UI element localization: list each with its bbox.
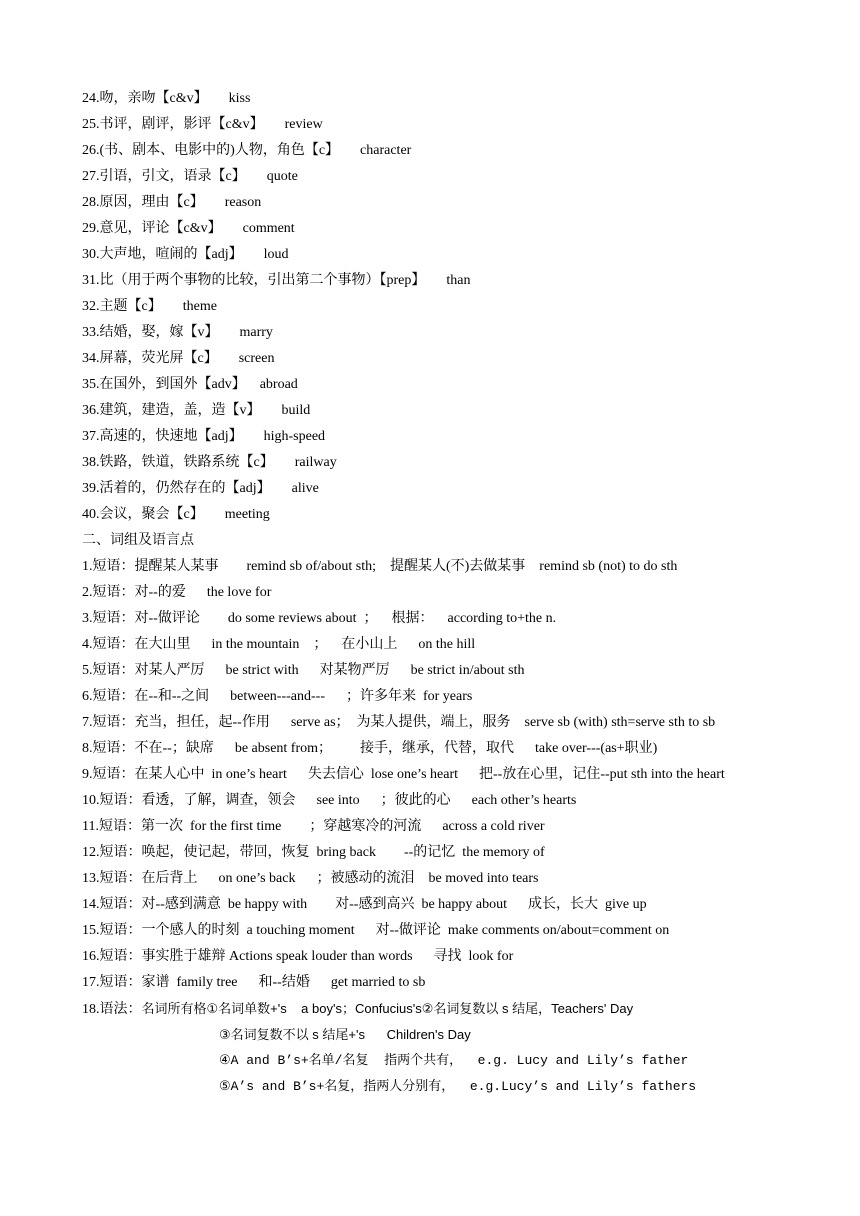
grammar-line-3: ④A and B’s+名单/名复 指两个共有， e.g. Lucy and Lily’s father xyxy=(219,1053,689,1068)
vocab-line-32: 32.主题【c】 theme xyxy=(82,299,217,314)
phrase-line-2: 2.短语：对--的爱 the love for xyxy=(82,585,272,600)
vocab-line-38: 38.铁路，铁道，铁路系统【c】 railway xyxy=(82,455,337,470)
grammar-line-2: ③名词复数不以 s 结尾+'s Children's Day xyxy=(219,1027,471,1042)
vocab-line-24: 24.吻，亲吻【c&v】 kiss xyxy=(82,91,251,106)
grammar-line-4: ⑤A’s and B’s+名复，指两人分别有， e.g.Lucy’s and Lily’s fathers xyxy=(219,1079,697,1094)
vocab-line-33: 33.结婚，娶，嫁【v】 marry xyxy=(82,325,273,340)
vocab-line-39: 39.活着的，仍然存在的【adj】 alive xyxy=(82,481,319,496)
vocab-line-25: 25.书评，剧评，影评【c&v】 review xyxy=(82,117,323,132)
phrase-line-10: 10.短语：看透，了解，调查，领会 see into ；彼此的心 each other’s hearts xyxy=(82,793,577,808)
phrase-line-6: 6.短语：在--和--之间 between---and--- ；许多年来 for years xyxy=(82,689,473,704)
phrase-line-15: 15.短语：一个感人的时刻 a touching moment 对--做评论 make comments on/about=comment on xyxy=(82,923,670,938)
phrase-line-4: 4.短语：在大山里 in the mountain ； 在小山上 on the hill xyxy=(82,637,476,652)
phrase-line-16: 16.短语：事实胜于雄辩 Actions speak louder than words 寻找 look for xyxy=(82,949,514,964)
phrase-line-1: 1.短语：提醒某人某事 remind sb of/about sth; 提醒某人(不)去做某事 remind sb (not) to do sth xyxy=(82,559,678,574)
phrase-line-12: 12.短语：唤起，使记起，带回，恢复 bring back --的记忆 the memory of xyxy=(82,845,545,860)
vocab-line-37: 37.高速的，快速地【adj】 high-speed xyxy=(82,429,326,444)
phrase-line-8: 8.短语：不在--；缺席 be absent from； 接手，继承，代替，取代 take over---(as+职业) xyxy=(82,741,658,756)
phrase-line-14: 14.短语：对--感到满意 be happy with 对--感到高兴 be happy about 成长，长大 give up xyxy=(82,897,647,912)
vocab-line-34: 34.屏幕，荧光屏【c】 screen xyxy=(82,351,275,366)
vocab-line-28: 28.原因，理由【c】 reason xyxy=(82,195,262,210)
phrase-line-3: 3.短语：对--做评论 do some reviews about ； 根据： according to+the n. xyxy=(82,611,557,626)
phrase-line-7: 7.短语：充当，担任，起--作用 serve as； 为某人提供，端上，服务 serve sb (with) sth=serve sth to sb xyxy=(82,715,716,730)
vocab-line-36: 36.建筑，建造，盖，造【v】 build xyxy=(82,403,311,418)
vocab-line-26: 26.(书、剧本、电影中的)人物，角色【c】 character xyxy=(82,143,412,158)
vocab-line-40: 40.会议，聚会【c】 meeting xyxy=(82,507,270,522)
section-heading: 二、词组及语言点 xyxy=(82,533,194,548)
phrase-line-13: 13.短语：在后背上 on one’s back ；被感动的流泪 be moved into tears xyxy=(82,871,539,886)
vocab-line-31: 31.比（用于两个事物的比较，引出第二个事物）【prep】 than xyxy=(82,273,471,288)
grammar-line-1 xyxy=(82,996,802,1022)
phrase-line-11: 11.短语：第一次 for the first time ；穿越寒冷的河流 across a cold river xyxy=(82,819,545,834)
phrase-line-9: 9.短语：在某人心中 in one’s heart 失去信心 lose one’s heart 把--放在心里，记住--put sth into the heart xyxy=(82,767,725,782)
vocab-line-29: 29.意见，评论【c&v】 comment xyxy=(82,221,295,236)
grammar-item-1: 名词所有格①名词单数+'s a boy's；Confucius's②名词复数以 s 结尾，Teachers' Day xyxy=(141,1001,634,1016)
phrase-line-17: 17.短语：家谱 family tree 和--结婚 get married to sb xyxy=(82,975,426,990)
vocab-line-35: 35.在国外，到国外【adv】 abroad xyxy=(82,377,298,392)
vocab-line-30: 30.大声地，喧闹的【adj】 loud xyxy=(82,247,289,262)
phrase-line-5: 5.短语：对某人严厉 be strict with 对某物严厉 be strict in/about sth xyxy=(82,663,525,678)
vocab-line-27: 27.引语，引文，语录【c】 quote xyxy=(82,169,298,184)
grammar-lead: 18.语法： xyxy=(82,1002,142,1017)
document-page xyxy=(82,86,802,1100)
